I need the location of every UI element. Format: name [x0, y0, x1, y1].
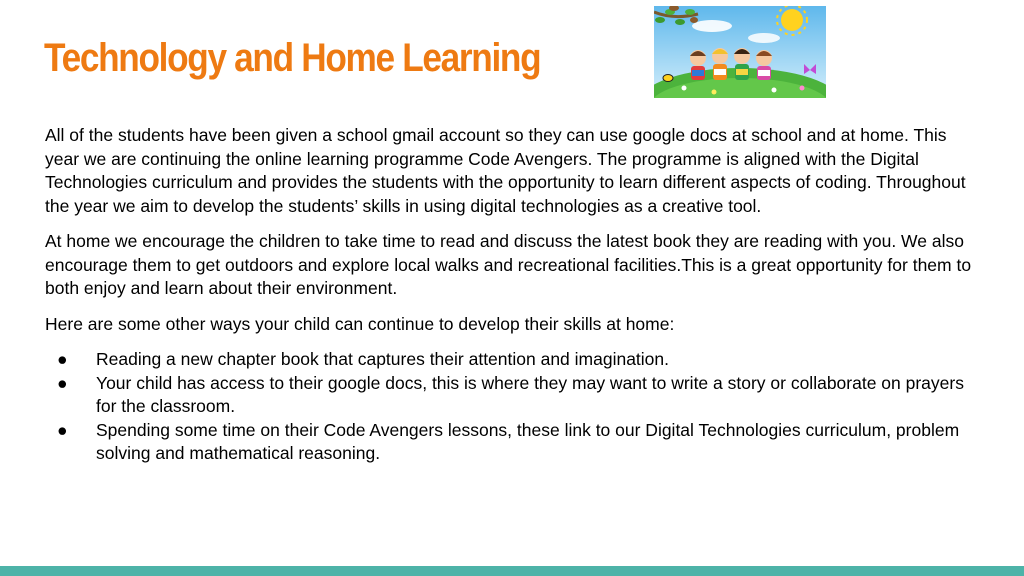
list-item: [45, 348, 985, 372]
footer-accent-bar: [0, 566, 1024, 576]
bullet-text: Your child has access to their google docs, this is where they may want to write a story or collaborate on prayers for the classroom.: [96, 372, 964, 416]
bullet-text: Spending some time on their Code Avengers lessons, these link to our Digital Technologies curriculum, problem solving and mathematical reasoning.: [96, 419, 960, 463]
slide-title: Technology and Home Learning: [44, 36, 541, 80]
paragraph-other-ways: Here are some other ways your child can continue to develop their skills at home:: [45, 313, 675, 334]
bullet-icon: ●: [57, 372, 68, 393]
skills-bullet-list: [45, 348, 985, 466]
list-item: [45, 372, 985, 419]
paragraph-home-reading: At home we encourage the children to take time to read and discuss the latest book they are reading with you. We also encourage them to get outdoors and explore local walks and recreational facilities.This is a great opportunity for them to both enjoy and learn about their environment.: [45, 231, 972, 298]
bullet-text: Reading a new chapter book that captures their attention and imagination.: [96, 349, 670, 369]
paragraph-google-docs: All of the students have been given a school gmail account so they can use google docs at school and at home. This year we are continuing the online learning programme Code Avengers. The programme is aligned with the Digital Technologies curriculum and provides the students with the opportunity to learn different aspects of coding. Throughout the year we aim to develop the students’ skills in using digital technologies as a creative tool.: [45, 125, 966, 216]
children-reading-illustration: [654, 6, 826, 98]
slide-body: [45, 124, 985, 466]
bullet-icon: ●: [57, 349, 68, 369]
bullet-icon: ●: [57, 419, 68, 440]
list-item: [45, 419, 985, 466]
